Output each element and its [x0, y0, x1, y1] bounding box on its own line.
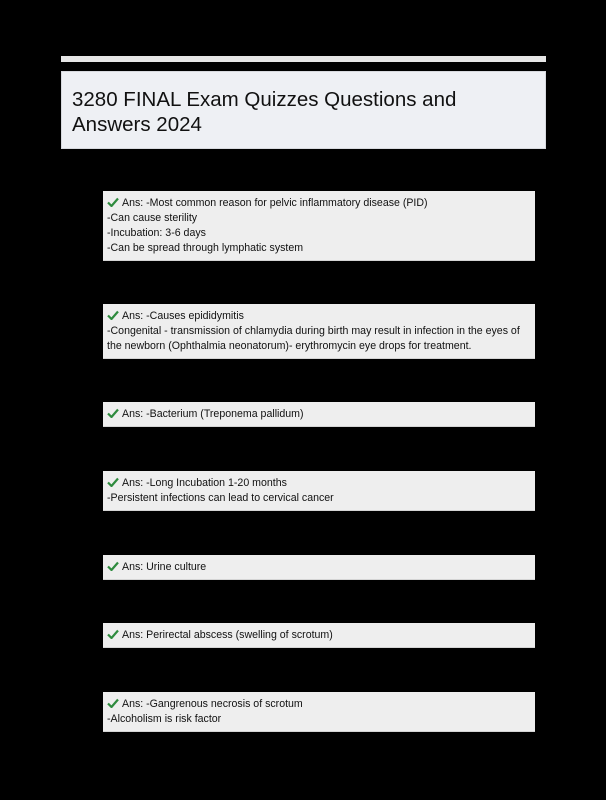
answer-card: [103, 623, 535, 648]
answer-line: -Persistent infections can lead to cervical cancer: [107, 492, 334, 504]
answer-line: -Congenital - transmission of chlamydia during birth may result in infection in the eyes of the newborn (Ophthalmia neonatorum)- erythromycin eye drops for treatment.: [107, 325, 520, 352]
answer-line: Ans: Perirectal abscess (swelling of scrotum): [107, 628, 535, 643]
document-title: 3280 FINAL Exam Quizzes Questions and Answers 2024: [72, 88, 457, 136]
answer-line: Ans: -Gangrenous necrosis of scrotum: [107, 697, 535, 712]
answer-card: [103, 692, 535, 732]
answer-card: [103, 191, 535, 261]
answer-line: -Incubation: 3-6 days: [107, 227, 206, 239]
answer-line: -Alcoholism is risk factor: [107, 713, 222, 725]
answer-card: [103, 402, 535, 427]
checkmark-icon: [107, 310, 119, 320]
checkmark-icon: [107, 629, 119, 639]
answer-line: Ans: -Bacterium (Treponema pallidum): [107, 407, 535, 422]
answer-card: [103, 555, 535, 580]
checkmark-icon: [107, 698, 119, 708]
checkmark-icon: [107, 408, 119, 418]
answer-line: -Can cause sterility: [107, 212, 198, 224]
answer-line: Ans: -Causes epididymitis: [107, 309, 535, 324]
answer-card: [103, 471, 535, 511]
top-rule: [61, 56, 546, 62]
answer-line: Ans: -Long Incubation 1-20 months: [107, 476, 535, 491]
checkmark-icon: [107, 197, 119, 207]
answer-line: -Can be spread through lymphatic system: [107, 242, 304, 254]
answer-line: Ans: -Most common reason for pelvic inflammatory disease (PID): [107, 196, 535, 211]
checkmark-icon: [107, 477, 119, 487]
title-box: [61, 71, 546, 149]
checkmark-icon: [107, 561, 119, 571]
answer-line: Ans: Urine culture: [107, 560, 535, 575]
answer-card: [103, 304, 535, 359]
